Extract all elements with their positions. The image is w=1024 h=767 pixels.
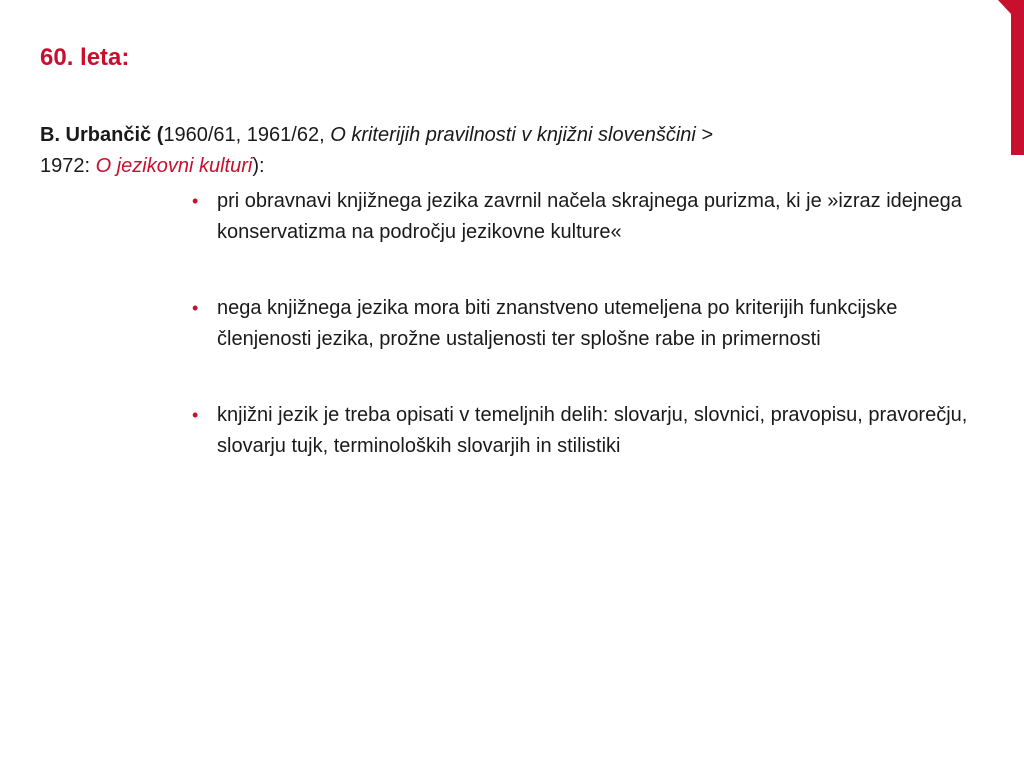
intro-paragraph [40,120,940,182]
year-text: 1972: [40,155,96,177]
corner-decoration [984,0,1024,160]
list-item [190,186,980,248]
bullet-icon: • [192,191,199,211]
author-name: B. Urbančič [40,124,152,146]
bullet-text: pri obravnavi knjižnega jezika zavrnil načela skrajnega purizma, ki je »izraz idejnega konservatizma na področju jezikovne kulture« [217,190,962,243]
work-title-1: O kriterijih pravilnosti v knjižni slovenščini [330,124,696,146]
years-text: 1960/61, 1961/62, [163,124,331,146]
bullet-list [190,186,980,507]
list-item [190,293,980,355]
bullet-text: knjižni jezik je treba opisati v temeljnih delih: slovarju, slovnici, pravopisu, pravorečju, slovarju tujk, terminoloških slovarjih in stilistiki [217,404,968,457]
separator-text: > [695,124,714,146]
bullet-text: nega knjižnega jezika mora biti znanstveno utemeljena po kriterijih funkcijske členjenosti jezika, prožne ustaljenosti ter splošne rabe in primernosti [217,297,898,350]
list-item [190,400,980,462]
slide-title: 60. leta: [40,44,130,71]
work-title-2: O jezikovni kulturi [95,155,253,177]
bullet-icon: • [192,405,199,425]
bullet-icon: • [192,298,199,318]
close-text: ): [252,155,265,177]
open-paren: ( [151,124,164,146]
